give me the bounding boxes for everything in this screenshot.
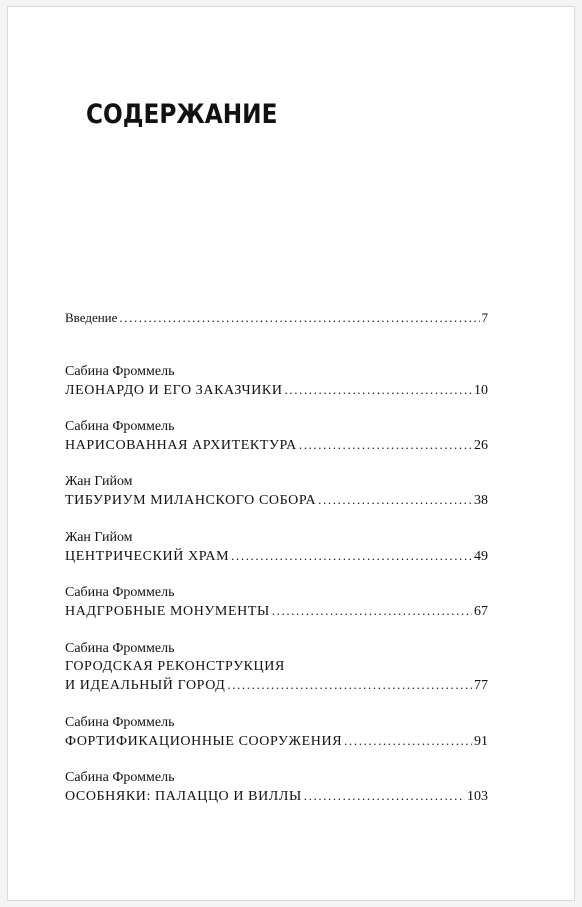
toc-author: Жан Гийом: [65, 474, 133, 489]
toc-intro: [65, 309, 488, 327]
toc-title: ФОРТИФИКАЦИОННЫЕ СООРУЖЕНИЯ: [65, 734, 343, 749]
toc-row: [65, 491, 488, 510]
toc-author: Сабина Фроммель: [65, 770, 175, 785]
toc-author: Сабина Фроммель: [65, 715, 175, 730]
dot-leader: [285, 381, 472, 399]
toc-author: Сабина Фроммель: [65, 419, 175, 434]
toc-page-number: 91: [474, 734, 488, 749]
toc-author: Жан Гийом: [65, 530, 133, 545]
toc-page-number: 38: [474, 493, 488, 508]
toc-title: ЦЕНТРИЧЕСКИЙ ХРАМ: [65, 549, 230, 564]
toc-row: [65, 732, 488, 751]
toc-title: И ИДЕАЛЬНЫЙ ГОРОД: [65, 678, 226, 693]
dot-leader: [119, 309, 479, 327]
toc-entry: [65, 363, 488, 400]
dot-leader: [227, 676, 472, 694]
dot-leader: [344, 732, 472, 750]
toc-author: Сабина Фроммель: [65, 641, 175, 656]
dot-leader: [272, 602, 472, 620]
toc-page-number: 77: [474, 678, 488, 693]
toc-title-line: ГОРОДСКАЯ РЕКОНСТРУКЦИЯ: [65, 659, 285, 674]
toc-entry: [65, 769, 488, 806]
dot-leader: [231, 547, 472, 565]
toc-title: ТИБУРИУМ МИЛАНСКОГО СОБОРА: [65, 493, 317, 508]
toc-entry: [65, 529, 488, 566]
dot-leader: [318, 491, 472, 509]
toc-entry: [65, 473, 488, 510]
toc-row: [65, 787, 488, 806]
dot-leader: [304, 787, 465, 805]
toc-entry: [65, 418, 488, 455]
toc-author: Сабина Фроммель: [65, 364, 175, 379]
toc-title: НАРИСОВАННАЯ АРХИТЕКТУРА: [65, 438, 297, 453]
toc-author: Сабина Фроммель: [65, 585, 175, 600]
toc-entry: [65, 714, 488, 751]
toc-title: НАДГРОБНЫЕ МОНУМЕНТЫ: [65, 604, 270, 619]
book-page: [7, 6, 575, 901]
toc-page-number: 49: [474, 549, 488, 564]
toc-title: ЛЕОНАРДО И ЕГО ЗАКАЗЧИКИ: [65, 383, 283, 398]
toc-row: [65, 381, 488, 400]
toc-page-number: 26: [474, 438, 488, 453]
page-title: СОДЕРЖАНИЕ: [86, 99, 278, 130]
dot-leader: [299, 436, 472, 454]
toc-row: [65, 547, 488, 566]
toc-entry: [65, 640, 488, 695]
toc-row: [65, 676, 488, 695]
toc-row: [65, 309, 488, 327]
toc-row: [65, 436, 488, 455]
toc-entry: [65, 584, 488, 621]
toc-page-number: 10: [474, 383, 488, 398]
toc-page-number: 7: [481, 310, 488, 325]
toc-page-number: 103: [467, 789, 488, 804]
toc-title: Введение: [65, 310, 118, 325]
toc-title: ОСОБНЯКИ: ПАЛАЦЦО И ВИЛЛЫ: [65, 789, 302, 804]
toc-page-number: 67: [474, 604, 488, 619]
toc-row: [65, 602, 488, 621]
